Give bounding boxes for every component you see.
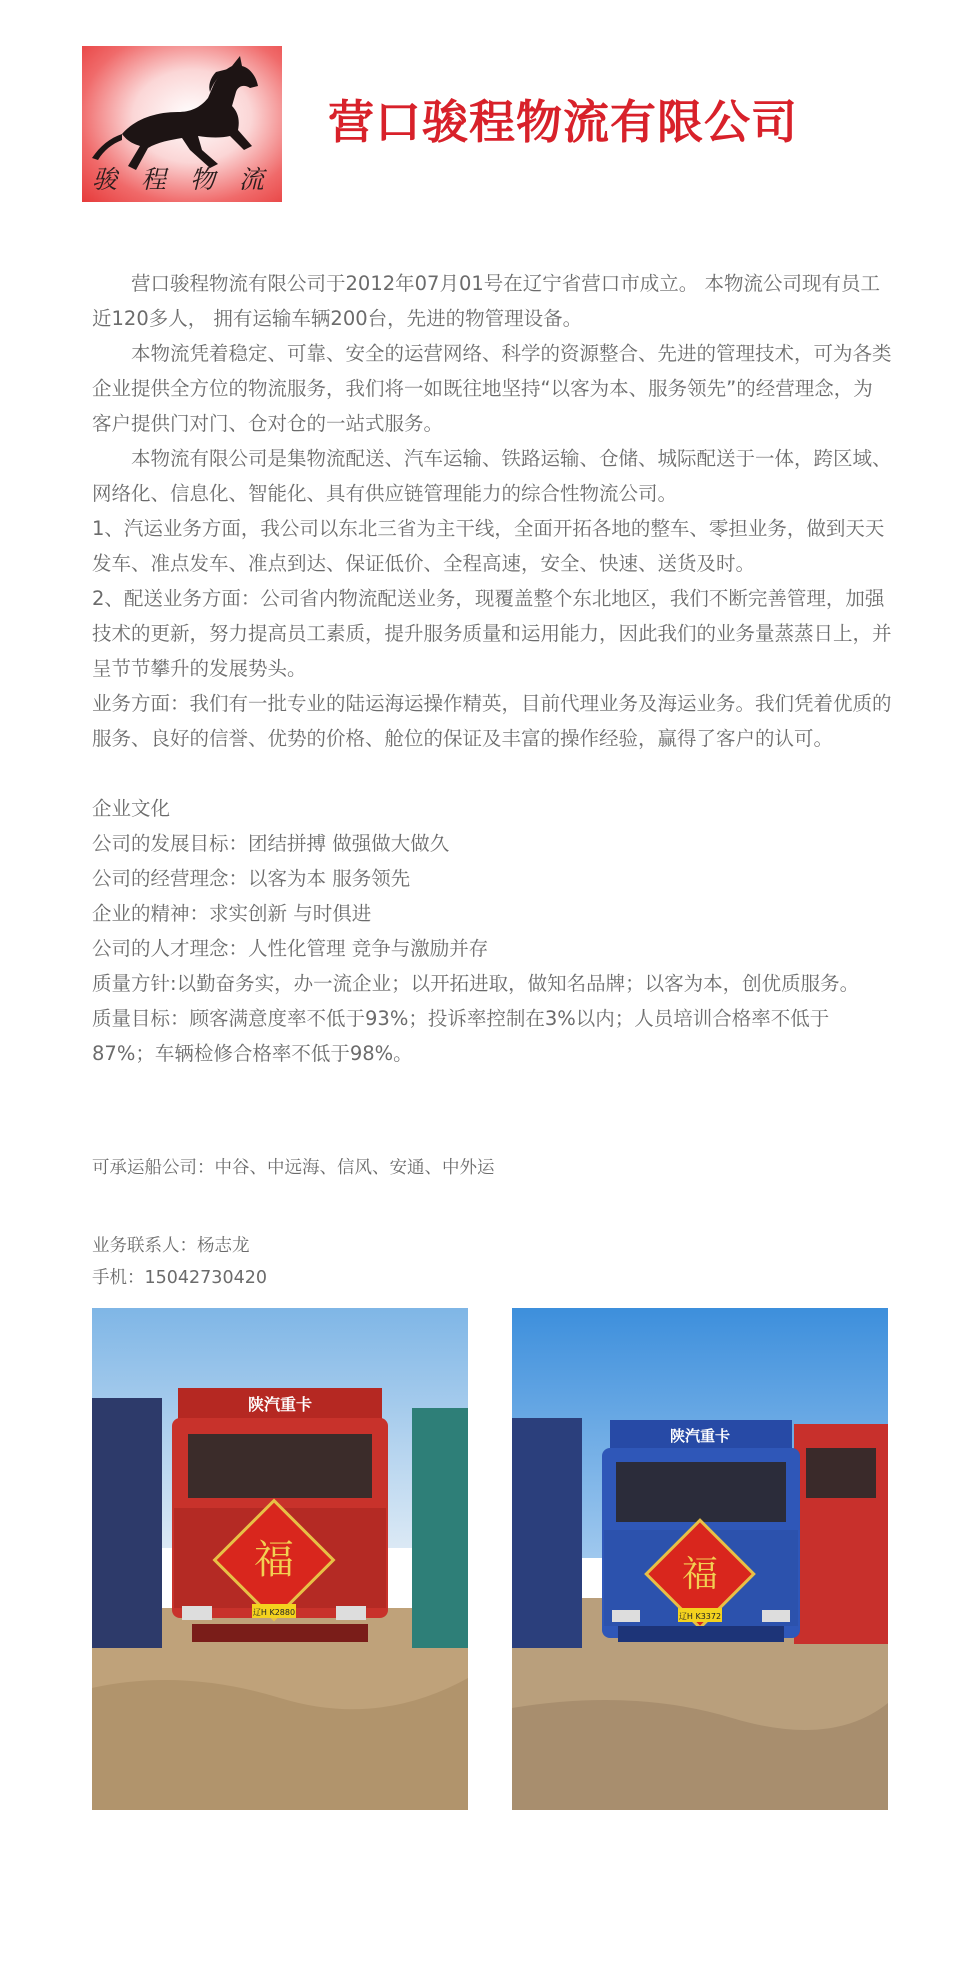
culture-spirit: 企业的精神：求实创新 与时俱进 (92, 902, 372, 925)
license-plate: 辽H K2880 (252, 1608, 296, 1617)
culture-talent: 公司的人才理念：人性化管理 竞争与激励并存 (92, 937, 489, 960)
intro-section (92, 266, 892, 1294)
truck-brand-label: 陕汽重卡 (669, 1427, 731, 1445)
culture-heading: 企业文化 (92, 797, 171, 820)
intro-paragraph: 本物流凭着稳定、可靠、安全的运营网络、科学的资源整合、先进的管理技术，可为各类企业提供全方位的物流服务，我们将一如既往地坚持“以客为本、服务领先”的经营理念，为客户提供门对门、仓对仓的一站式服务。 (92, 342, 892, 435)
logo-text: 骏 程 物 流 (92, 165, 272, 194)
culture-goal: 公司的发展目标：团结拼搏 做强做大做久 (92, 832, 450, 855)
service-paragraph: 1、汽运业务方面，我公司以东北三省为主干线，全面开拓各地的整车、零担业务，做到天天发车、准点发车、准点到达、保证低价、全程高速，安全、快速、送货及时。 (92, 517, 885, 575)
fu-sign: 福 (254, 1537, 294, 1583)
service-paragraph: 2、配送业务方面：公司省内物流配送业务，现覆盖整个东北地区，我们不断完善管理，加强技术的更新，努力提高员工素质，提升服务质量和运用能力，因此我们的业务量蒸蒸日上，并呈节节攀升的发展势头。 (92, 587, 892, 680)
company-title: 营口骏程物流有限公司 (328, 95, 798, 149)
truck-brand-label: 陕汽重卡 (247, 1395, 313, 1414)
quality-policy: 质量方针:以勤奋务实，办一流企业；以开拓进取，做知名品牌；以客为本，创优质服务。 (92, 972, 860, 995)
carriers-line: 可承运船公司：中谷、中远海、信风、安通、中外运 (92, 1158, 495, 1178)
truck-photos (92, 1308, 888, 1810)
truck-photo-blue (512, 1308, 888, 1810)
fu-sign: 福 (681, 1554, 719, 1595)
intro-paragraph: 本物流有限公司是集物流配送、汽车运输、铁路运输、仓储、城际配送于一体，跨区域、网络化、信息化、智能化、具有供应链管理能力的综合性物流公司。 (92, 447, 892, 505)
contact-phone: 手机：15042730420 (92, 1268, 267, 1288)
quality-target: 质量目标：顾客满意度率不低于93%；投诉率控制在3%以内；人员培训合格率不低于87%；车辆检修合格率不低于98%。 (92, 1007, 830, 1065)
license-plate: 辽H K3372 (678, 1612, 722, 1621)
truck-photo-red (92, 1308, 468, 1810)
company-logo (82, 46, 282, 202)
service-paragraph: 业务方面：我们有一批专业的陆运海运操作精英，目前代理业务及海运业务。我们凭着优质的服务、良好的信誉、优势的价格、舱位的保证及丰富的操作经验，赢得了客户的认可。 (92, 692, 892, 750)
culture-philosophy: 公司的经营理念：以客为本 服务领先 (92, 867, 411, 890)
intro-paragraph: 营口骏程物流有限公司于2012年07月01号在辽宁省营口市成立。 本物流公司现有员工近120多人， 拥有运输车辆200台，先进的物管理设备。 (92, 272, 880, 330)
contact-person: 业务联系人：杨志龙 (92, 1236, 250, 1256)
